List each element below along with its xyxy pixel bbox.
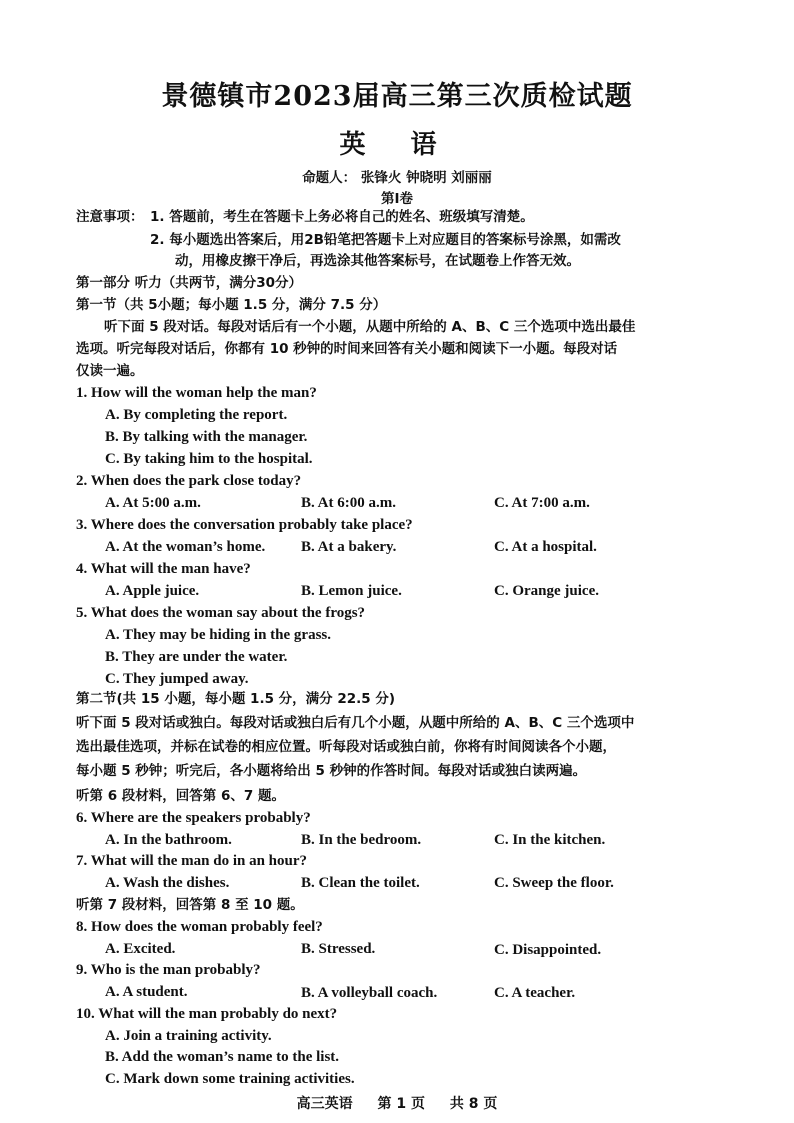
q2-option-a: A. At 5:00 a.m. (105, 495, 201, 511)
question-3: 3. Where does the conversation probably take place? (76, 517, 413, 533)
material-6-heading: 听第 6 段材料，回答第 6、7 题。 (76, 788, 285, 804)
section2-instructions-3: 每小题 5 秒钟；听完后，各小题将给出 5 秒钟的作答时间。每段对话或独白读两遍。 (76, 763, 587, 779)
q2-option-b: B. At 6:00 a.m. (301, 495, 396, 511)
q5-option-c: C. They jumped away. (105, 671, 249, 687)
section2-instructions-2: 选出最佳选项，并标在试卷的相应位置。听每段对话或独白前，你将有时间阅读各个小题， (76, 739, 616, 755)
q10-option-c: C. Mark down some training activities. (105, 1071, 355, 1087)
q2-option-c: C. At 7:00 a.m. (494, 495, 590, 511)
q1-option-b: B. By talking with the manager. (105, 429, 308, 445)
footer-total-pages: 共 8 页 (449, 1096, 498, 1112)
question-7: 7. What will the man do in an hour? (76, 853, 308, 869)
notice-item-1: 1. 答题前，考生在答题卡上务必将自己的姓名、班级填写清楚。 (150, 209, 534, 225)
question-6: 6. Where are the speakers probably? (76, 810, 311, 826)
q10-option-b: B. Add the woman’s name to the list. (105, 1049, 340, 1065)
question-1: 1. How will the woman help the man? (76, 385, 317, 401)
section2-instructions-1: 听下面 5 段对话或独白。每段对话或独白后有几个小题，从题中所给的 A、B、C 三个选项中 (76, 715, 635, 731)
volume-label: 第I卷 (380, 191, 414, 207)
q8-option-a: A. Excited. (105, 941, 176, 957)
q6-option-a: A. In the bathroom. (105, 832, 232, 848)
q6-option-b: B. In the bedroom. (301, 832, 422, 848)
question-8: 8. How does the woman probably feel? (76, 919, 323, 935)
q4-option-a: A. Apple juice. (105, 583, 200, 599)
q4-option-b: B. Lemon juice. (301, 583, 402, 599)
question-2: 2. When does the park close today? (76, 473, 302, 489)
notice-item-2-line-1: 2. 每小题选出答案后，用2B铅笔把答题卡上对应题目的答案标号涂黑，如需改 (150, 232, 621, 248)
q8-option-c: C. Disappointed. (494, 942, 602, 958)
question-4: 4. What will the man have? (76, 561, 251, 577)
q3-option-b: B. At a bakery. (301, 539, 397, 555)
material-7-heading: 听第 7 段材料，回答第 8 至 10 题。 (76, 897, 304, 913)
notice-label: 注意事项： (76, 209, 144, 225)
q7-option-b: B. Clean the toilet. (301, 875, 420, 891)
notice-item-2-line-2: 动，用橡皮擦干净后，再选涂其他答案标号，在试题卷上作答无效。 (175, 253, 580, 269)
page-footer (0, 1093, 794, 1113)
page-title: 景德镇市2023届高三第三次质检试题 (161, 81, 633, 112)
q10-option-a: A. Join a training activity. (105, 1028, 272, 1044)
q5-option-b: B. They are under the water. (105, 649, 288, 665)
q7-option-a: A. Wash the dishes. (105, 875, 230, 891)
subject-title: 英 语 (339, 130, 455, 160)
question-5: 5. What does the woman say about the frogs? (76, 605, 366, 621)
q9-option-a: A. A student. (105, 984, 188, 1000)
q3-option-c: C. At a hospital. (494, 539, 597, 555)
section1-instructions-2: 选项。听完每段对话后，你都有 10 秒钟的时间来回答有关小题和阅读下一小题。每段对话 (76, 341, 618, 357)
q7-option-c: C. Sweep the floor. (494, 875, 614, 891)
question-10: 10. What will the man probably do next? (76, 1006, 338, 1022)
footer-subject: 高三英语 (296, 1096, 353, 1112)
q3-option-a: A. At the woman’s home. (105, 539, 266, 555)
section1-heading: 第一节（共 5小题；每小题 1.5 分，满分 7.5 分） (76, 297, 387, 313)
footer-page-number: 第 1 页 (377, 1096, 425, 1112)
section1-instructions-1: 听下面 5 段对话。每段对话后有一个小题，从题中所给的 A、B、C 三个选项中选出最佳 (104, 319, 636, 335)
q5-option-a: A. They may be hiding in the grass. (105, 627, 332, 643)
q4-option-c: C. Orange juice. (494, 583, 599, 599)
part1-heading: 第一部分 听力（共两节，满分30分） (76, 275, 302, 291)
q1-option-c: C. By taking him to the hospital. (105, 451, 313, 467)
q6-option-c: C. In the kitchen. (494, 832, 606, 848)
q9-option-b: B. A volleyball coach. (301, 985, 438, 1001)
q9-option-c: C. A teacher. (494, 985, 576, 1001)
q1-option-a: A. By completing the report. (105, 407, 288, 423)
question-9: 9. Who is the man probably? (76, 962, 261, 978)
authors-line: 命题人： 张锋火 钟晓明 刘丽丽 (302, 170, 492, 186)
section1-instructions-3: 仅读一遍。 (76, 363, 144, 379)
section2-heading: 第二节(共 15 小题，每小题 1.5 分，满分 22.5 分) (76, 691, 396, 707)
q8-option-b: B. Stressed. (301, 941, 376, 957)
